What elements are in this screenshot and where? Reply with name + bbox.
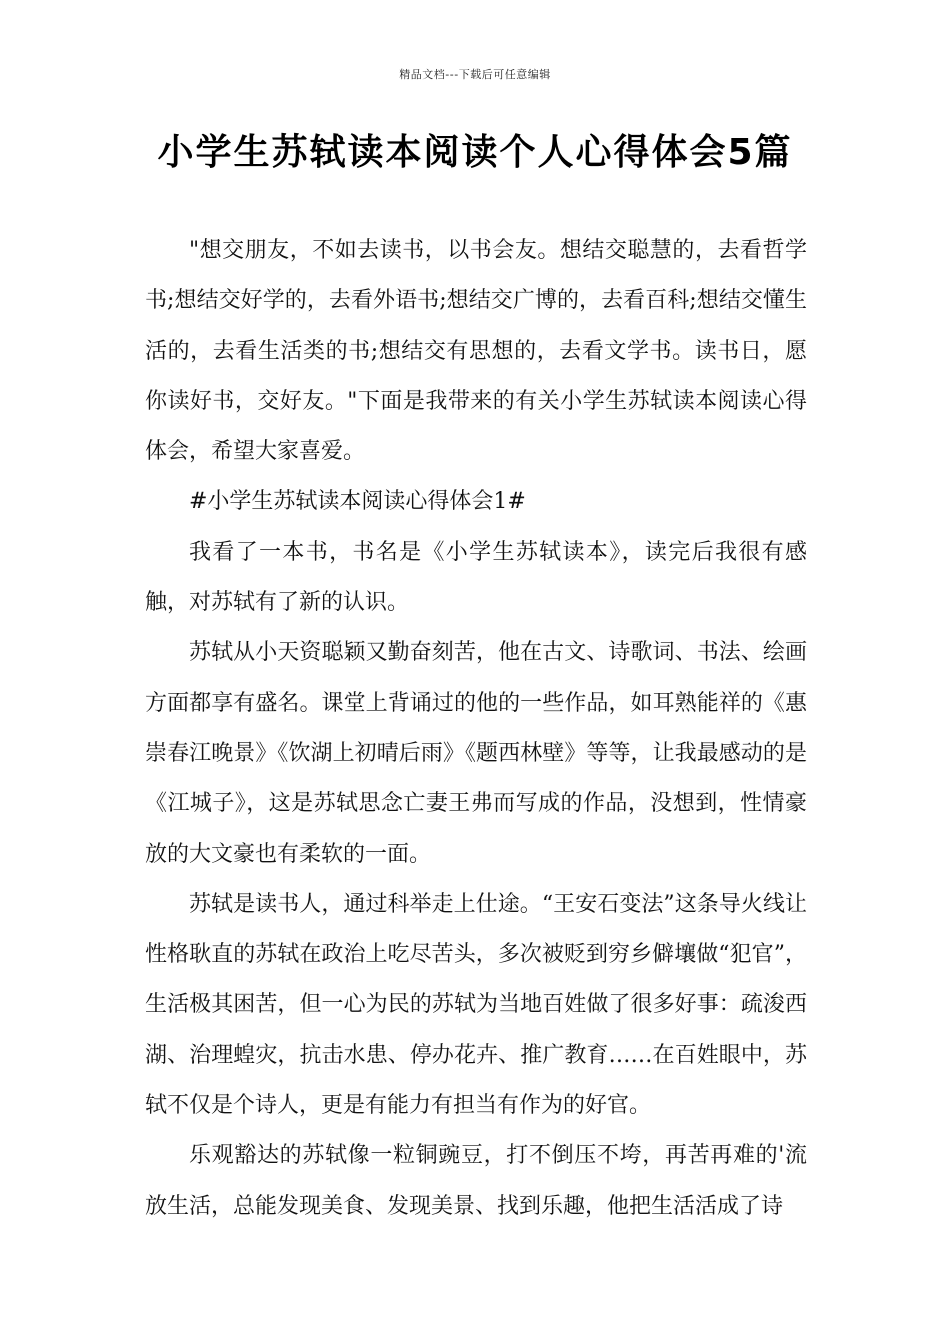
body-paragraph: 苏轼从小天资聪颖又勤奋刻苦，他在古文、诗歌词、书法、绘画方面都享有盛名。课堂上背诵过的他的一些作品，如耳熟能祥的《惠崇春江晚景》《饮湖上初晴后雨》《题西林壁》等等，让我最感动的是《江城子》，这是苏轼思念亡妻王弗而写成的作品，没想到，性情豪放的大文豪也有柔软的一面。 — [145, 640, 807, 867]
body-paragraph: 乐观豁达的苏轼像一粒铜豌豆，打不倒压不垮，再苦再难的'流放生活，总能发现美食、发现美景、找到乐趣，他把生活活成了诗 — [145, 1143, 807, 1219]
body-paragraph: 苏轼是读书人，通过科举走上仕途。“王安石变法”这条导火线让性格耿直的苏轼在政治上吃尽苦头，多次被贬到穷乡僻壤做“犯官”，生活极其困苦，但一心为民的苏轼为当地百姓做了很多好事：疏浚西湖、治理蝗灾，抗击水患、停办花卉、推广教育……在百姓眼中，苏轼不仅是个诗人，更是有能力有担当有作为的好官。 — [145, 891, 807, 1119]
section-heading-1: #小学生苏轼读本阅读心得体会1# — [189, 489, 526, 515]
document-body — [145, 226, 807, 1232]
document-title: 小学生苏轼读本阅读个人心得体会5篇 — [157, 132, 793, 173]
page-header-note: 精品文档---下载后可任意编辑 — [399, 68, 551, 81]
body-paragraph: 我看了一本书，书名是《小学生苏轼读本》，读完后我很有感触，对苏轼有了新的认识。 — [145, 539, 807, 616]
intro-paragraph: "想交朋友，不如去读书，以书会友。想结交聪慧的，去看哲学书;想结交好学的，去看外语书;想结交广博的，去看百科;想结交懂生活的，去看生活类的书;想结交有思想的，去看文学书。读书日，愿你读好书，交好友。"下面是我带来的有关小学生苏轼读本阅读心得体会，希望大家喜爱。 — [145, 238, 807, 465]
